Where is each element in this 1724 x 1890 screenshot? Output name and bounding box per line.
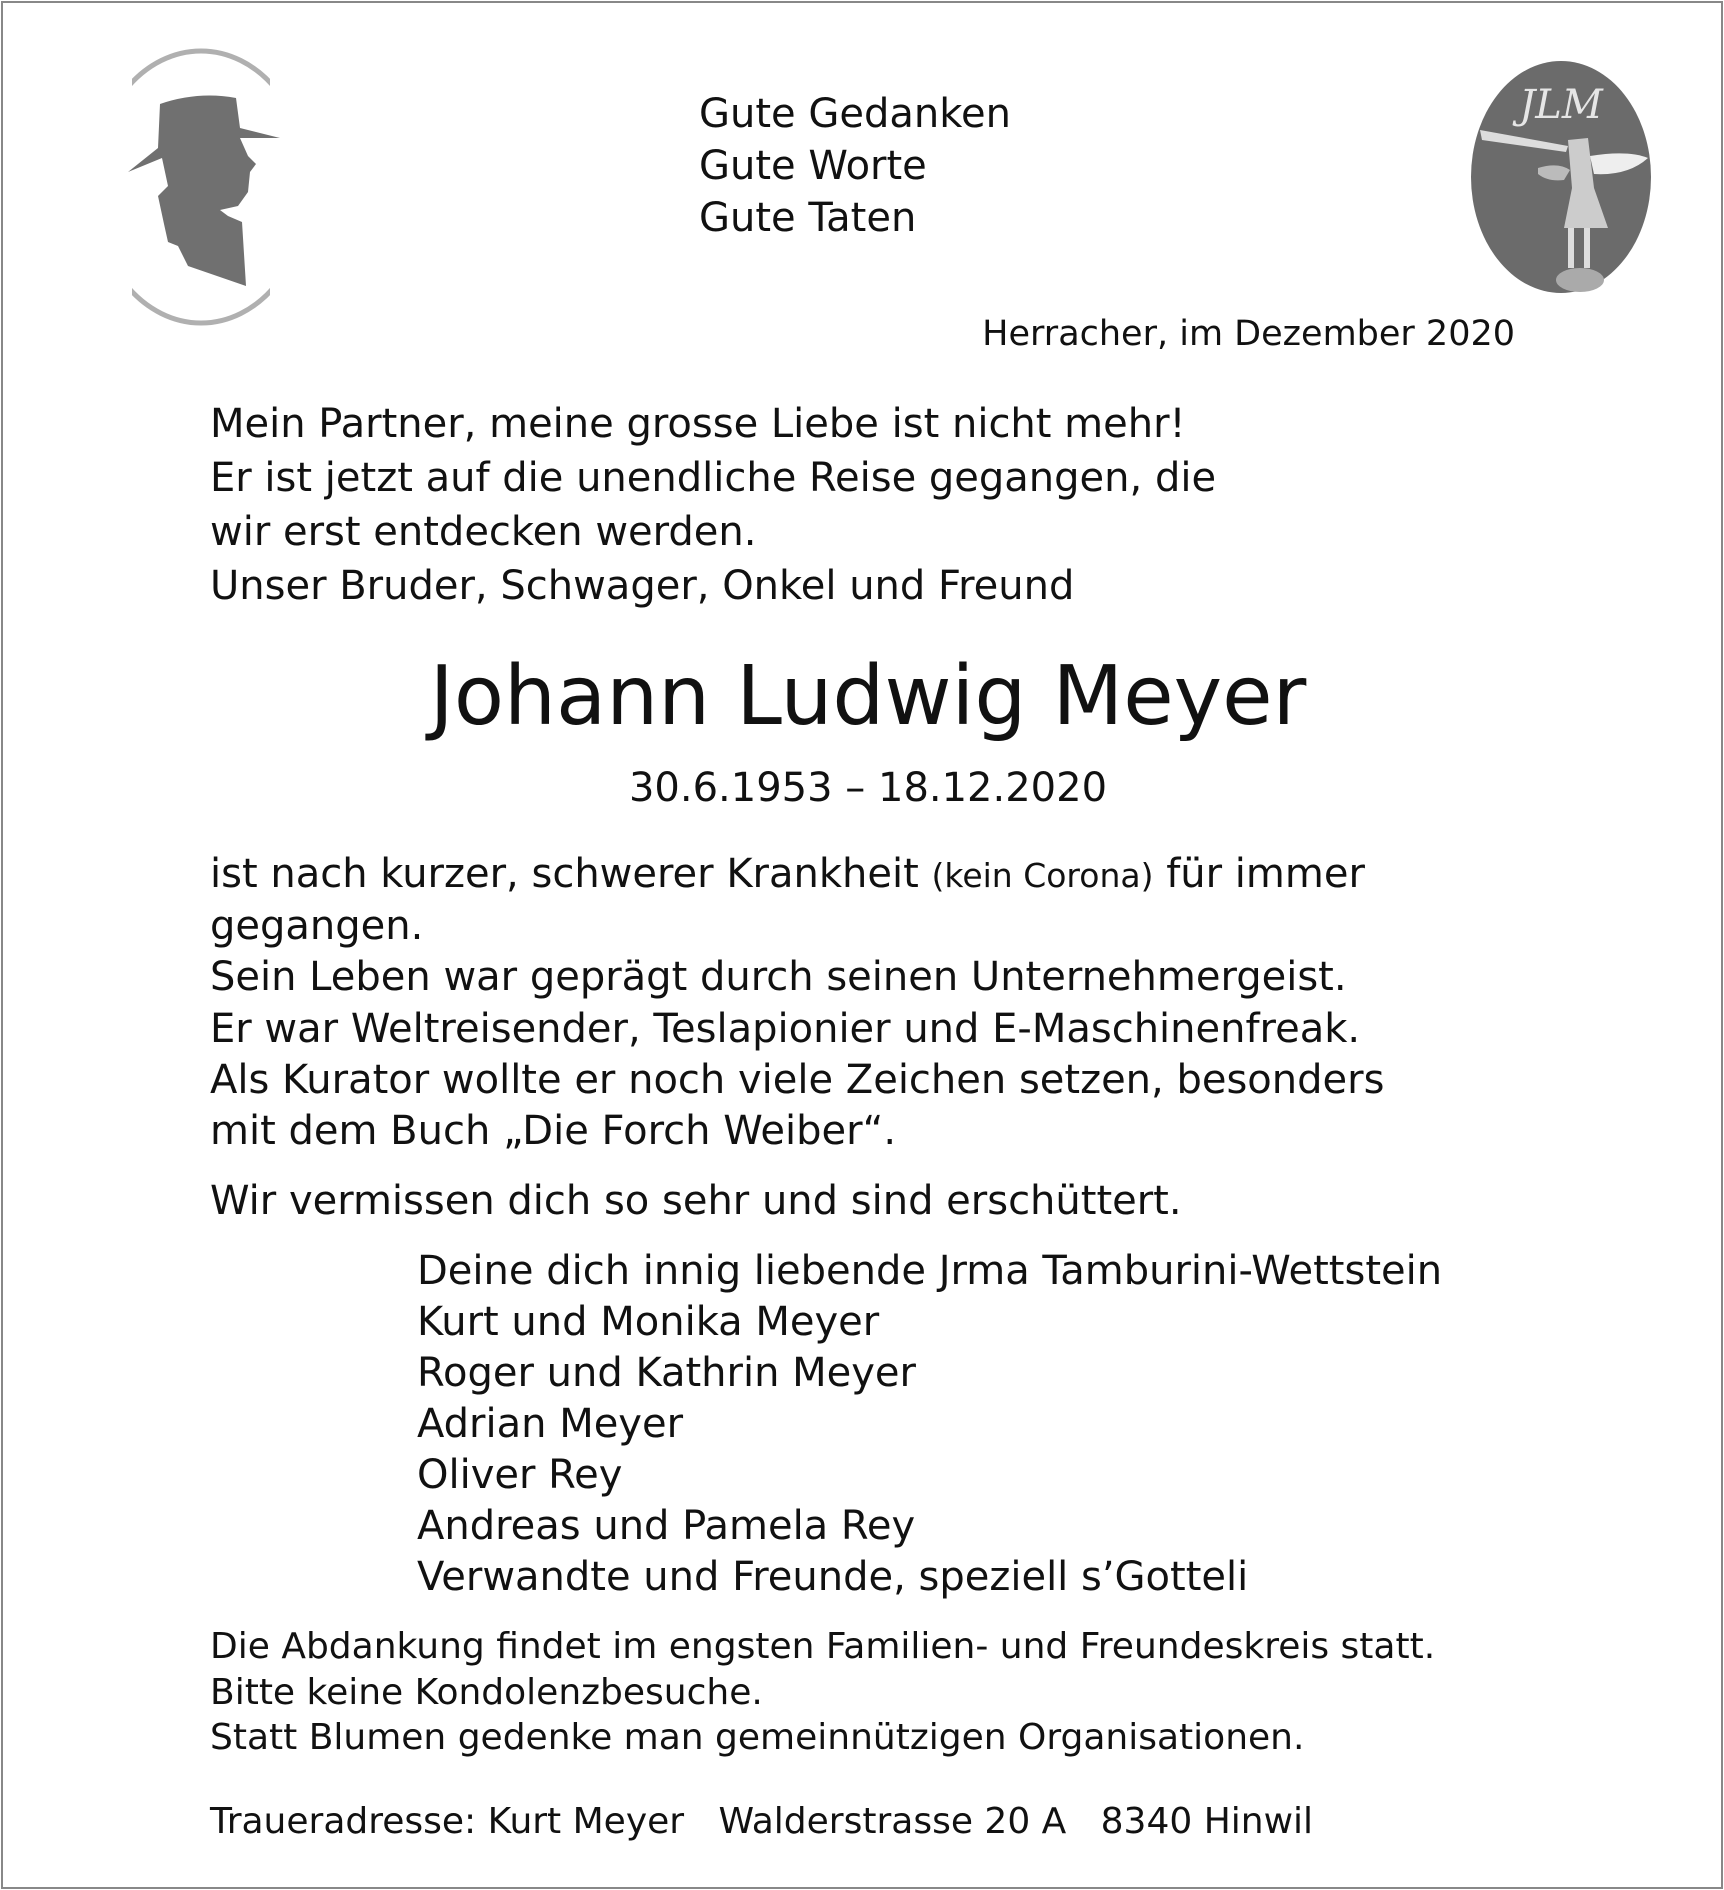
funeral-notice	[210, 1624, 1435, 1761]
deceased-name: Johann Ludwig Meyer	[429, 649, 1307, 744]
body-line: Er war Weltreisender, Teslapionier und E-Maschinenfreak.	[210, 1005, 1361, 1052]
notice-line: Die Abdankung findet im engsten Familien- und Freundeskreis statt.	[210, 1626, 1436, 1667]
intro-line: wir erst entdecken werden.	[210, 509, 757, 555]
motto-line: Gute Taten	[699, 195, 917, 241]
address-city: 8340 Hinwil	[1100, 1801, 1314, 1842]
aside-text: (kein Corona)	[931, 856, 1154, 895]
notice-line: Bitte keine Kondolenzbesuche.	[210, 1671, 763, 1713]
intro-line: Unser Bruder, Schwager, Onkel und Freund	[210, 563, 1075, 609]
body-paragraph	[210, 849, 1384, 1157]
mourner: Adrian Meyer	[417, 1401, 684, 1447]
mourner: Kurt und Monika Meyer	[417, 1299, 880, 1345]
mourner: Oliver Rey	[417, 1452, 623, 1498]
body-text: ist nach kurzer, schwerer Krankheit	[210, 851, 932, 897]
monogram-text: JLM	[1519, 82, 1603, 128]
intro-line: Mein Partner, meine grosse Liebe ist nicht mehr!	[210, 401, 1186, 447]
mourner: Deine dich innig liebende Jrma Tamburini-Wettstein	[417, 1248, 1443, 1294]
body-line: Sein Leben war geprägt durch seinen Unternehmergeist.	[210, 954, 1347, 1001]
closing-line: Wir vermissen dich so sehr und sind erschüttert.	[210, 1178, 1182, 1224]
motto	[699, 88, 1011, 244]
body-line: gegangen.	[210, 903, 424, 950]
motto-line: Gute Gedanken	[699, 91, 1011, 137]
mourner: Andreas und Pamela Rey	[417, 1503, 916, 1549]
address-street: Walderstrasse 20 A	[718, 1801, 1067, 1842]
mourner: Verwandte und Freunde, speziell s’Gotteli	[417, 1554, 1249, 1600]
motto-line: Gute Worte	[699, 143, 927, 189]
body-line: mit dem Buch „Die Forch Weiber“.	[210, 1108, 897, 1155]
address-label: Traueradresse: Kurt Meyer	[210, 1801, 685, 1842]
body-line	[210, 849, 1384, 901]
life-dates: 30.6.1953 – 18.12.2020	[628, 765, 1108, 811]
body-line: Als Kurator wollte er noch viele Zeichen setzen, besonders	[210, 1056, 1385, 1103]
intro-paragraph	[210, 397, 1216, 613]
place-date: Herracher, im Dezember 2020	[982, 314, 1515, 354]
mourning-address	[210, 1799, 1313, 1845]
intro-line: Er ist jetzt auf die unendliche Reise gegangen, die	[210, 455, 1217, 501]
notice-line: Statt Blumen gedenke man gemeinnützigen Organisationen.	[210, 1717, 1305, 1758]
angel-monogram-medallion	[1468, 58, 1654, 296]
body-text: für immer	[1153, 851, 1365, 897]
mourners-list	[417, 1246, 1442, 1603]
silhouette-portrait-icon	[88, 46, 314, 328]
mourner: Roger und Kathrin Meyer	[417, 1350, 916, 1396]
